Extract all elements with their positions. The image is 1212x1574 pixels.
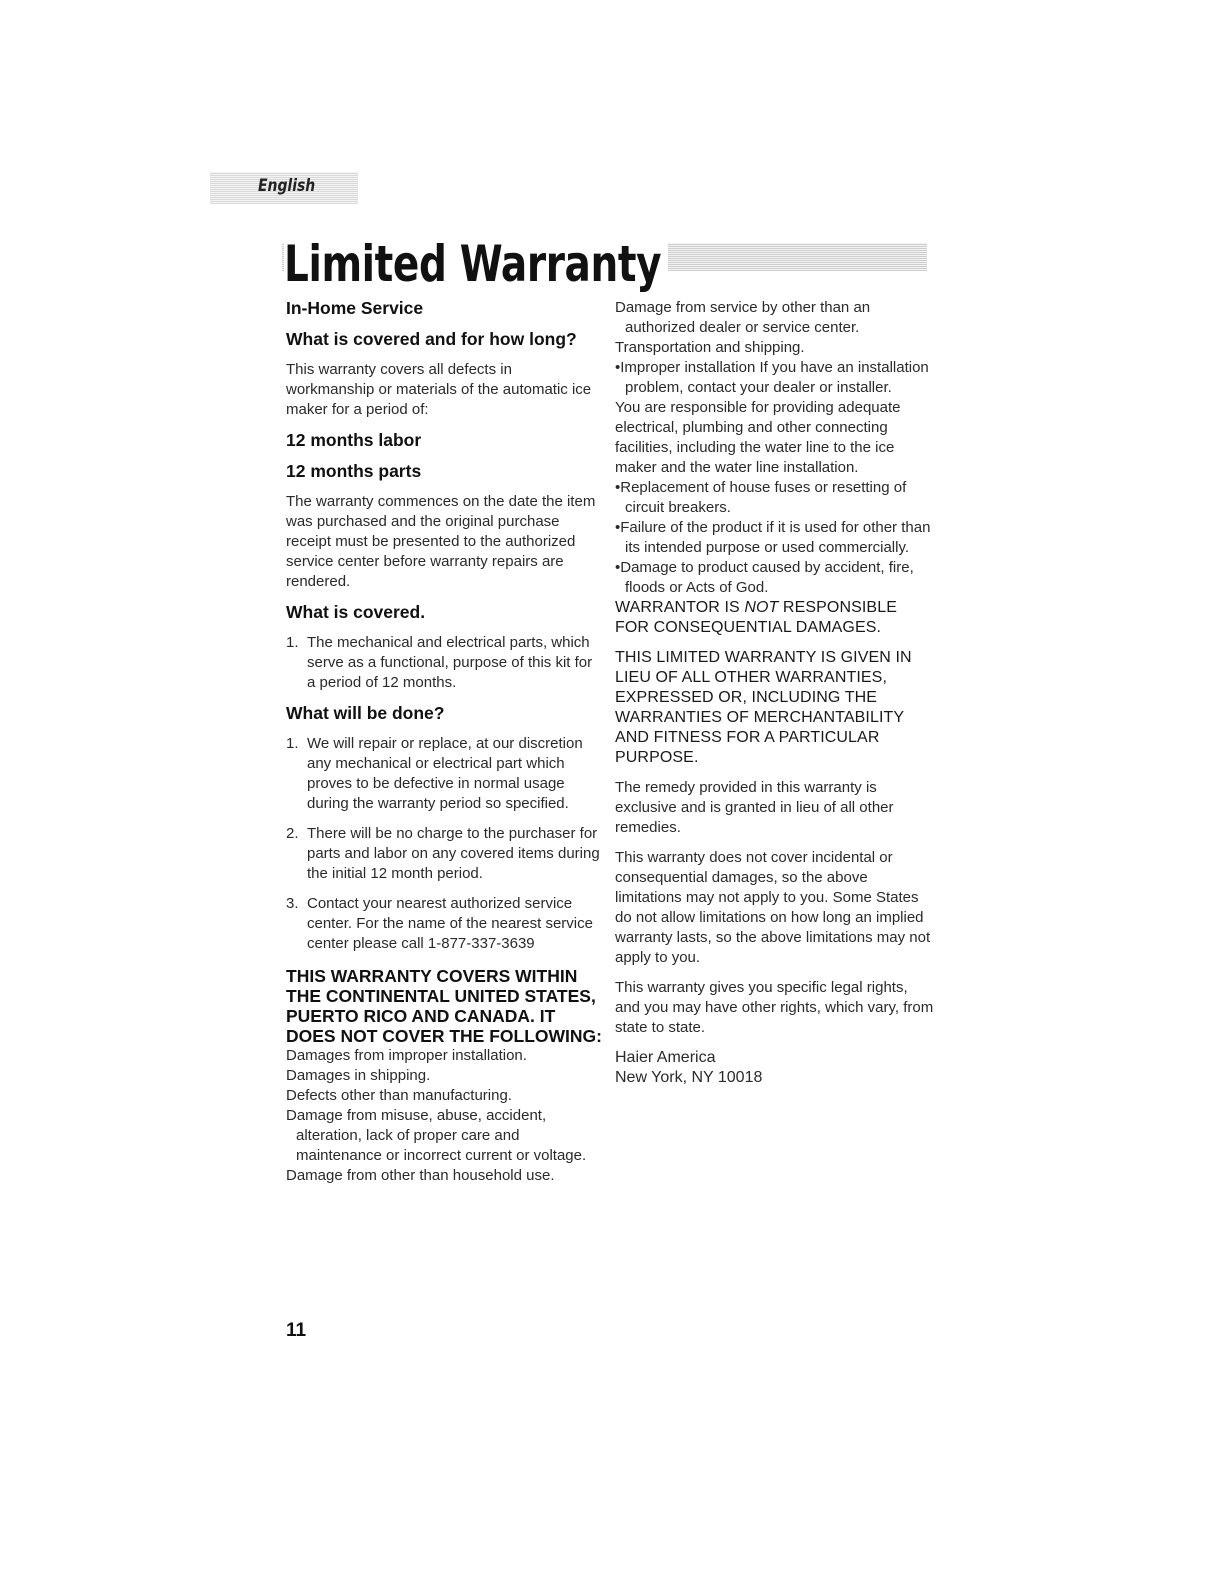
company-name: Haier America [615,1049,716,1066]
list-text: Contact your nearest authorized service center. For the name of the nearest service center please call 1-877-337-3639 [307,895,593,952]
company-address: New York, NY 10018 [615,1069,763,1086]
legal-rights-text: This warranty gives you specific legal rights, and you may have other rights, which vary, from state to state. [615,979,934,1036]
exclusion-item: Damages in shipping. [286,1067,431,1084]
exclusion-item: Damages from improper installation. [286,1047,527,1064]
exclusion-item: Defects other than manufacturing. [286,1087,512,1104]
spacer [615,768,935,778]
bullet-item: •Improper installation If you have an installation problem, contact your dealer or installer. [615,359,929,396]
list-number: 2. [286,825,299,842]
spacer [615,638,935,648]
list-text: We will repair or replace, at our discretion any mechanical or electrical part which proves to be defective in normal usage during the warranty period so specified. [307,735,583,812]
not-emphasis: NOT [744,599,779,616]
exclusions-heading: THIS WARRANTY COVERS WITHIN THE CONTINENTAL UNITED STATES, PUERTO RICO AND CANADA. IT DOES NOT COVER THE FOLLOWING: [286,966,602,1046]
list-number: 1. [286,634,299,651]
not-responsible-statement [615,598,935,638]
limited-warranty-statement: THIS LIMITED WARRANTY IS GIVEN IN LIEU OF ALL OTHER WARRANTIES, EXPRESSED OR, INCLUDING THE WARRANTIES OF MERCHANTABILITY AND FITNESS FOR A PARTICULAR PURPOSE. [615,649,912,766]
list-number: 1. [286,735,299,752]
list-item [286,734,604,814]
right-column [615,298,935,1088]
remedy-text: The remedy provided in this warranty is exclusive and is granted in lieu of all other remedies. [615,779,894,836]
bullet-item: •Damage to product caused by accident, fire, floods or Acts of God. [615,559,914,596]
coverage-intro: This warranty covers all defects in workmanship or materials of the automatic ice maker for a period of: [286,361,592,418]
list-text: The mechanical and electrical parts, which serve as a functional, purpose of this kit for a period of 12 months. [307,634,593,691]
not-responsible-a: WARRANTOR IS [615,599,745,616]
exclusion-item: Damage from misuse, abuse, accident, alteration, lack of proper care and maintenance or incorrect current or voltage. [286,1107,587,1164]
list-number: 3. [286,895,299,912]
language-label: English [258,176,316,196]
bullet-item: •Replacement of house fuses or resetting of circuit breakers. [615,479,907,516]
list-text: There will be no charge to the purchaser for parts and labor on any covered items during the initial 12 month period. [307,825,600,882]
incidental-text: This warranty does not cover incidental or consequential damages, so the above limitations may not apply to you. Some States do not allow limitations on how long an implied warranty lasts, so the above limitations may not apply to you. [615,849,931,966]
not-responsible-b: RESPONSIBLE FOR CONSEQUENTIAL DAMAGES. [615,599,897,636]
left-column [286,298,604,1186]
responsibility-text: You are responsible for providing adequate electrical, plumbing and other connecting facilities, including the water line to the ice maker and the water line installation. [615,399,901,476]
page-number: 11 [286,1320,307,1341]
question-what-covered: What is covered. [286,602,426,622]
section-title: In-Home Service [286,298,424,318]
page-title: Limited Warranty [284,234,667,294]
labor-term: 12 months labor [286,430,422,450]
exclusion-item: Damage from service by other than an authorized dealer or service center. [615,299,871,336]
list-item [286,633,604,693]
list-item [286,824,604,884]
bullet-item: •Failure of the product if it is used for other than its intended purpose or used commercially. [615,519,931,556]
commencement-text: The warranty commences on the date the item was purchased and the original purchase receipt must be presented to the authorized service center before warranty repairs are rendered. [286,493,596,590]
parts-term: 12 months parts [286,461,422,481]
exclusion-item: Damage from other than household use. [286,1167,555,1184]
exclusion-item: Transportation and shipping. [615,339,805,356]
list-item [286,894,604,954]
question-what-done: What will be done? [286,703,445,723]
question-coverage: What is covered and for how long? [286,329,577,349]
